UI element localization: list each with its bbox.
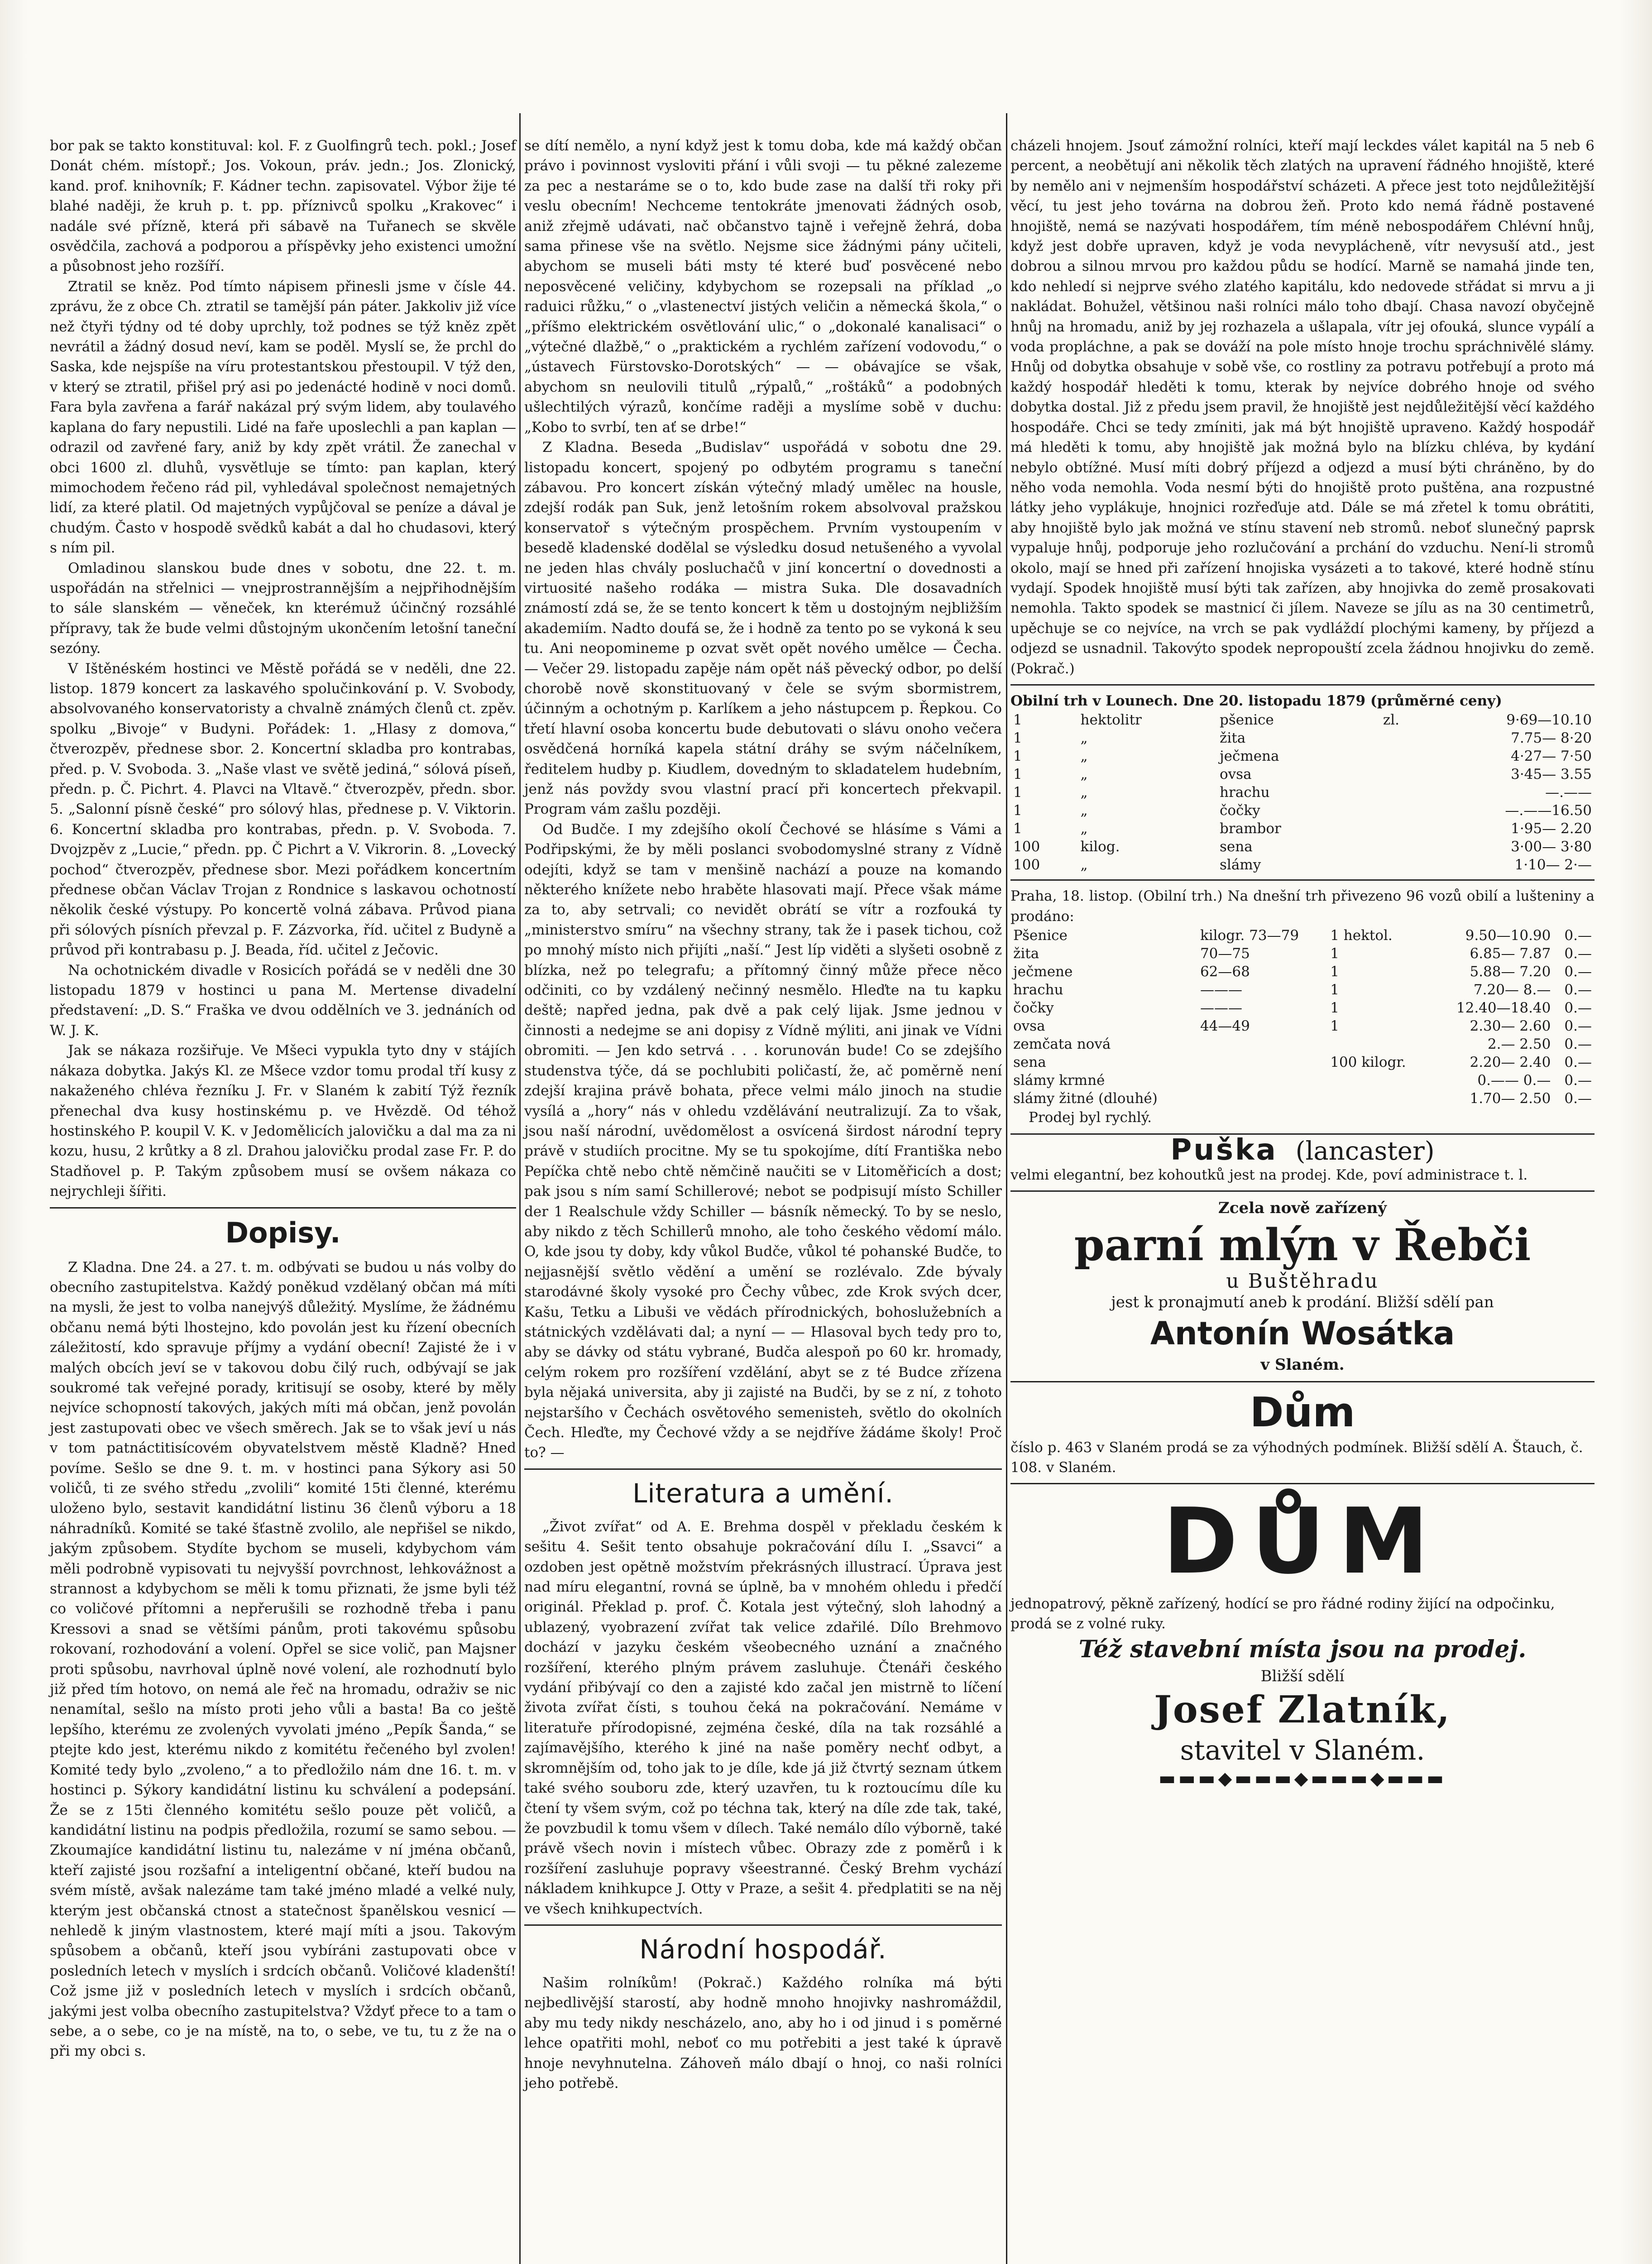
market1-cell: 1	[1013, 820, 1022, 837]
market1-cell: „	[1080, 857, 1088, 873]
market2-cell: 0.—	[1564, 945, 1592, 962]
market2-cell: 1	[1330, 982, 1339, 998]
market1-cell: 9·69—10.10	[1506, 712, 1592, 729]
ad-rifle-sub: (lancaster)	[1295, 1136, 1435, 1166]
market1-row	[1010, 838, 1595, 856]
article-brehm: „Život zvířat“ od A. E. Brehma dospěl v překladu českém k sešitu 4. Sešit tento obsahuje pokračování dílu I. „Ssavci“ a ozdoben jest opětně možstvím překrásných illustrací. Úprava jest nad míru elegantní, rovná se úplně, ba v mnohém ohledu i předčí originál. Překlad p. prof. Č. Kotala jest výtečný, sloh lahodný a ublazený, vyobrazení zvířat tak velice zdařilé. Dílo Brehmovo dochází v jazyku českém všeobecného uznání a značného rozšíření, kterého plným právem zasluhuje. Čtenáři českého vydání přibývají co den a zajisté kdo začal jen mistrně to líčení života zvířat čísti, s touhou čeká na pokračování. Nemáme v literatuře přírodopisné, zejména české, díla na tak rozsáhlé a zajímavějšího, kterého k jiné na naše poměry nechť odbyt, a skromnějším od, toho jak to je díle, kde já již čtvrtý seznam útkem také svého souboru zde, který uzavřen, tu k roztoucímu díle ku čtení ty všem svým, což po téchna tak, který na díle zde tak, také, že povzbudil k tomu všem v dílech. Také nemálo dílo výborně, také právě všech novin i místech vůbec. Obrazy zde z poměrů i k rozšíření zasluhuje popravy všeestranné. Český Brehm vychází nákladem knihkupce J. Otty v Praze, a sešit 4. předplatiti se na něj ve všech knihkupectvích.	[524, 1518, 1002, 1917]
market1-cell: hektolitr	[1080, 712, 1142, 729]
ad-mill-town: v Slaném.	[1260, 1356, 1345, 1374]
market2-cell: čočky	[1013, 1000, 1054, 1017]
market2-cell: 5.88— 7.20	[1470, 964, 1551, 980]
section-divider	[1010, 1483, 1595, 1484]
market1-cell: 100	[1013, 857, 1040, 873]
ad-mill	[1010, 1197, 1595, 1376]
column-1	[50, 136, 516, 2062]
market2-cell	[1327, 1089, 1429, 1108]
market2-row	[1010, 1089, 1595, 1108]
market2-cell	[1197, 1089, 1327, 1108]
market1-cell	[1357, 729, 1402, 747]
market1-row	[1010, 856, 1595, 874]
ad-house-2	[1010, 1490, 1595, 1789]
market2-cell: ječmene	[1013, 964, 1073, 980]
market2-cell: 0.—	[1564, 1018, 1592, 1035]
market2-cell	[1327, 1071, 1429, 1089]
market2-cell: 0.—	[1564, 1036, 1592, 1053]
market2-cell: 7.20— 8.—	[1473, 982, 1551, 998]
market-prague-title: Praha, 18. listop. (Obilní trh.) Na dnešní trh přivezeno 96 vozů obilí a lušteniny a prodáno:	[1010, 888, 1595, 925]
market2-cell: 0.—	[1564, 1000, 1592, 1017]
market1-cell: 1	[1013, 766, 1022, 783]
market2-row	[1010, 1053, 1595, 1071]
market2-cell	[1197, 1053, 1327, 1071]
market2-cell: slámy žitné (dlouhé)	[1013, 1090, 1158, 1107]
market2-row	[1010, 926, 1595, 945]
section-divider	[524, 1468, 1002, 1470]
market1-row	[1010, 747, 1595, 765]
market2-cell: ———	[1200, 982, 1242, 998]
ad-house-1-title: Dům	[1250, 1389, 1355, 1437]
section-divider	[1010, 684, 1595, 686]
market2-cell: 0.—— 0.—	[1477, 1072, 1551, 1089]
market2-cell: hrachu	[1013, 982, 1063, 998]
ad-house-1	[1010, 1388, 1595, 1477]
market-prague-footer: Prodej byl rychlý.	[1029, 1109, 1152, 1126]
market-louny-title: Obilní trh v Lounech. Dne 20. listopadu 1879 (průměrné ceny)	[1010, 692, 1502, 709]
market1-cell	[1357, 838, 1402, 856]
market2-row	[1010, 1035, 1595, 1053]
article-text: se dítí nemělo, a nyní když jest k tomu doba, kde má každý občan právo i povinnost vysloviti přání i vůli svoji — tu pěkné zalezeme za pec a nestaráme se o to, kdo bude zase na další tři roky při veslu obecním! Nechceme tentokráte jmenovati žádných osob, aniž zřejmě udávati, nač občanstvo tajně i veřejně žehrá, doba sama přinese vše na světlo. Nejsme sice žádnými pány učiteli, abychom se museli báti msty té které buď posvěcené nebo neposvěcené veličiny, kdybychom se rozepsali na příklad „o raduici růžku,“ o „vlastenectví jistých veličin a německá škola,“ o „příšmo elektrickém osvětlování ulic,“ o „dokonalé kanalisaci“ o „výtečné dlažbě,“ o „praktickém a rychlém zařízení vodovodu,“ o „ústavech Fürstovsko-Dorotských“ — — obávajíce se však, abychom sn neulovili titulů „rýpalů,“ „roštáků“ a podobných ušlechtilých výrazů, končíme raději a myslíme sobě v duchu: „Kobo to svrbí, ten ať se drbe!“	[524, 138, 1002, 436]
market2-cell: 1	[1330, 945, 1339, 962]
column-rule-1	[519, 113, 521, 2264]
market1-cell: čočky	[1220, 802, 1260, 819]
ad-mill-name: Antonín Wosátka	[1150, 1315, 1455, 1353]
market2-row	[1010, 981, 1595, 999]
market1-cell: ovsa	[1220, 766, 1252, 783]
market2-cell: 100 kilogr.	[1330, 1054, 1406, 1071]
column-2	[524, 136, 1002, 2093]
section-divider	[1010, 1381, 1595, 1382]
section-divider	[1010, 879, 1595, 881]
market2-cell: ovsa	[1013, 1018, 1045, 1035]
market2-cell: kilogr. 73—79	[1200, 927, 1299, 944]
column-3	[1010, 136, 1595, 1789]
market1-cell: 1	[1013, 712, 1022, 729]
market2-cell: 1	[1330, 1018, 1339, 1035]
market1-row	[1010, 729, 1595, 747]
market2-cell: 1.70— 2.50	[1470, 1090, 1551, 1107]
section-heading-literature: Literatura a umění.	[632, 1477, 894, 1509]
market1-cell	[1357, 856, 1402, 874]
market2-cell	[1197, 1071, 1327, 1089]
market2-cell: 44—49	[1200, 1018, 1250, 1035]
market1-cell: sena	[1220, 839, 1253, 855]
market2-cell: zemčata nová	[1013, 1036, 1111, 1053]
market1-cell	[1357, 820, 1402, 838]
market2-cell: 9.50—10.90	[1465, 927, 1551, 944]
market1-cell: kilog.	[1080, 839, 1120, 855]
section-divider	[1010, 1133, 1595, 1135]
market1-row	[1010, 820, 1595, 838]
article-kladno-concert: Z Kladna. Beseda „Budislav“ uspořádá v sobotu dne 29. listopadu koncert, spojený po odbytém programu s taneční zábavou. Pro koncert získán výtečný mladý umělec na housle, zdejší rodák pan Suk, jenž letošním rokem absolvoval pražskou konservatoř s výtečným prospěchem. Prvním vystoupením v besedě kladenské dodělal se výsledku dosud netušeného a vyvolal ne jeden hlas chvály posluchačů v jiní koncertní o dovednosti a virtuosité našeho rodáka — mistra Suka. Dle dosavadních známostí zdá se, že se tento koncert k těm u dostojným nejbližším akademiím. Nadto doufá se, že i hodně za tento po se vykoná k seu tu. Ani neopomineme p ozvat svět opět nového umělce — Čecha. — Večer 29. listopadu zapěje nám opět náš pěvecký odbor, po delší chorobě nově skonstituovaný v čele se svým sbormistrem, účinným a ochotným p. Karlíkem a jeho nástupcem p. Řepkou. Co třetí hlavní osoba koncertu bude debutovati o slávu onoho večera osvědčená horníká kapela státní dráhy se svým náčelníkem, ředitelem hudby p. Kiudlem, dovedným to skladatelem hudebním, jenž nás povždy svou vlastní prací při koncertech překvapil. Program vám zašlu později.	[524, 439, 1002, 818]
article-farmers: Našim rolníkům! (Pokrač.) Každého rolníka má býti nejbedlivější starostí, aby hodně mnoho hnojivky nashromáždil, aby mu tedy nikdy nescházelo, ano, aby ho i od jinud i s poměrné lehce opatřiti mohl, neboť co mu potřebiti a jest také k úpravě hnoje nevyhnutelna. Záhoveň málo dbají o hnoj, co naši rolníci jeho potřebě.	[524, 1974, 1002, 2091]
market2-cell: 6.85— 7.87	[1470, 945, 1551, 962]
market2-cell	[1327, 1035, 1429, 1053]
article-manure: cházeli hnojem. Jsouť zámožní rolníci, kteří mají leckdes válet kapitál na 5 neb 6 percent, a neobětují ani několik těch zlatých na upravení řádného hnojiště, které by nemělo ani v nejmenším hospodářství scházeti. A přece jest toto nejdůležitější věcí, tu jest jeho továrna na dobrou žeň. Proto kdo nemá řádně postavené hnojiště, nemá se nazývati hospodářem, tím méně nebospodářem Chlévní hnůj, když jest dobře upraven, když je voda nevyplácheně, vítr nevysuší atd., jest dobrou a silnou mrvou pro každou půdu se hodící. Marně se namahá jinde ten, kdo nehledí si nejprve svého zlatého kapitálu, kdo nedovede střádat si mrvu a ji nakládat. Bohužel, většinou naši rolníci málo toho dbají. Chasa navozí obyčejně hnůj na hromadu, aniž by jej rozhazela a ušlapala, vítr jej ofouká, slunce vypálí a voda propláchne, a pak se dováží na pole místo hnoje trochu spráchnivělé slámy. Hnůj od dobytka obsahuje v sobě vše, co rostliny za potravu potřebují a proto má každý hospodář hleděti k tomu, kterak by nejvíce dobrého hnoje od svého dobytka dostal. Již z předu jsem pravil, že hnojiště jest nejdůležitější věcí každého hospodáře. Chci se tedy zmíniti, jak má být hnojiště upraveno. Každý hospodář má hleděti k tomu, aby hnojiště jak možná bylo na blízku chléva, by kydání nebylo obtížné. Musí míti dobrý příjezd a odjezd a musí býti chráněno, by do něho voda nemohla. Voda nesmí býti do hnojiště proto puštěna, ana rozpustné látky jeho vyplákuje, hnojnici rozřeďuje atd. Dále se má zřetel k tomu obrátiti, aby hnojiště bylo jak možná ve stínu stavení neb stromů. neboť slunečný paprsk vypaluje hnůj, podporuje jeho rozlučování a prchání do vzduchu. Není-li stromů okolo, mají se hned při zařízení hnojiska vysázeti a to takové, které hodně stínu vydají. Spodek hnojiště musí býti tak zařízen, aby hnojivka do země prosakovati nemohla. Takto spodek se mastnicí či jílem. Naveze se jílu as na 30 centimetrů, upěchuje se co nejvíce, na vrch se pak vydláždí plochými kameny, by příjezd a odjezd se usnadnil. Takovýto spodek nepropouští zcela žádnou hnojivku do země. (Pokrač.)	[1010, 138, 1595, 677]
ad-mill-pre: Zcela nově zařízený	[1218, 1199, 1387, 1217]
market2-cell: 0.—	[1564, 1054, 1592, 1071]
ad-house-2-name: Josef Zlatník,	[1154, 1688, 1451, 1732]
article-concert: V Ištěnéském hostinci ve Městě pořádá se v neděli, dne 22. listop. 1879 koncert za laskavého spolučinkování p. V. Svobody, absolvovaného konservatoristy a chvalně známých členů ct. zpěv. spolku „Bivoje“ v Budyni. Pořádek: 1. „Hlasy z domova,“ čtverozpěv, přednese sbor. 2. Koncertní skladba pro kontrabas, před. p. V. Svoboda. 3. „Naše vlast ve světě jediná,“ sólová píseň, předn. p. Č. Pichrt. 4. Plavci na Vltavě.“ čtverozpěv, předn. sbor. 5. „Salonní písně české“ pro sólový hlas, přednese p. V. Viktorin. 6. Koncertní skladba pro kontrabas, předn. p. V. Svoboda. 7. Dvojzpěv z „Lucie,“ předn. pp. Č Pichrt a V. Vikrorin. 8. „Lovecký pochod“ čtverozpěv, přednese sbor. Mezi pořádkem koncertním přednese občan Václav Trojan z Rondnice s laskavou ochotností několik české výstupy. Po koncertě volná zábava. Průvod piana při sólových písních převzal p. F. Zázvorka, říd. učitel z Budyně a průvod při kontrabasu p. J. Beada, říd. učitel z Ječovic.	[50, 660, 516, 959]
market1-cell	[1357, 801, 1402, 820]
ad-house-1-text: číslo p. 463 v Slaném prodá se za výhodných podmínek. Bližší sdělí A. Štauch, č. 108. v Slaném.	[1010, 1439, 1583, 1476]
market1-cell: „	[1080, 820, 1088, 837]
section-divider	[50, 1207, 516, 1209]
market2-cell: 0.—	[1564, 927, 1592, 944]
market1-cell: 1	[1013, 730, 1022, 747]
market1-cell: 1	[1013, 802, 1022, 819]
market1-cell: zl.	[1383, 712, 1400, 729]
article-epidemic: Jak se nákaza rozšiřuje. Ve Mšeci vypukla tyto dny v stájích nákaza dobytka. Jakýs Kl. ze Mšece vzdor tomu prodal tří kusy z nakaženého chléva řezníku J. Fr. v Slaném k zabití Týž řezník přenechal dva kusy hostinskému p. ve Hvězdě. Od téhož hostinského P. koupil V. K. v Jedomělicích jalovičku a dal ma za ni kozu, husu, 2 krůtky a 8 zl. Drahou jalovičku prodal zase Fr. P. do Stadňovel p. P. Takým způsobem musí se ovšem nákaza co nejrychleji šířiti.	[50, 1042, 516, 1200]
market2-cell: slámy krmné	[1013, 1072, 1105, 1089]
ad-house-2-text: jednopatrový, pěkně zařízený, hodící se pro řádné rodiny žijící na odpočinku, prodá se z volné ruky.	[1010, 1596, 1555, 1632]
ad-house-2-sub: Též stavební místa jsou na prodej.	[1078, 1636, 1527, 1664]
market1-cell: 100	[1013, 839, 1040, 855]
section-heading-economy: Národní hospodář.	[639, 1933, 887, 1965]
market2-row	[1010, 999, 1595, 1017]
market1-cell	[1357, 783, 1402, 801]
market1-cell: „	[1080, 802, 1088, 819]
article-youth-dance: Omladinou slanskou bude dnes v sobotu, dne 22. t. m. uspořádán na střelnici — vnejprostrannějším a nejpřihodnějším to sále slanském — věneček, kn kterémuž účinčný rozsáhlé přípravy, tak že bude velmi důstojným ukončením letošní taneční sezóny.	[50, 560, 516, 657]
market1-cell: žita	[1220, 730, 1246, 747]
market1-cell	[1357, 765, 1402, 783]
market1-cell: ječmena	[1220, 748, 1279, 765]
article-text: bor pak se takto konstituval: kol. F. z Guolfingrů tech. pokl.; Josef Donát chém. místopř.; Jos. Vokoun, práv. jedn.; Jos. Zlonický, kand. prof. knihovník; F. Kádner techn. zapisovatel. Výbor žije té blahé naději, že kruh p. t. pp. příznivců spolku „Krakovec“ i nadále své přízně, která při sábavě na Tuřanech se skvěle osvědčila, zachová a podporou a příspěvky jeho existenci umožní a působnost jeho rozšíří.	[50, 138, 516, 275]
market2-cell: 1	[1330, 964, 1339, 980]
market-prague-table	[1010, 926, 1595, 1108]
market1-row	[1010, 783, 1595, 801]
market1-cell: 3·45— 3.55	[1511, 766, 1592, 783]
market-louny-table	[1010, 711, 1595, 874]
market1-cell: hrachu	[1220, 784, 1270, 801]
market2-cell: 12.40—18.40	[1456, 1000, 1551, 1017]
ad-house-2-title: DŮM	[1163, 1489, 1442, 1595]
market1-cell: „	[1080, 784, 1088, 801]
market2-cell: 0.—	[1564, 964, 1592, 980]
market2-cell: 0.—	[1564, 1090, 1592, 1107]
section-divider	[1010, 1190, 1595, 1192]
market2-cell: 0.—	[1564, 982, 1592, 998]
market1-cell: 1	[1013, 784, 1022, 801]
market1-row	[1010, 765, 1595, 783]
article-kladno-elections: Z Kladna. Dne 24. a 27. t. m. odbývati se budou u nás volby do obecního zastupitelstva. Každý poněkud vzdělaný občan má míti na mysli, že jest to volba nanejvýš důležitý. Myslíme, že žádnému občanu nemá býti lhostejno, kdo povolán jest ku řízení obecních záležitostí, kdo spravuje příjmy a vydání obecní! Zajisté že i v malých obcích jeví se v takovou dobu čilý ruch, odbývají se jak soukromé tak veřejné porady, kritisují se osoby, které by měly nejvíce schopností takových, jakých míti má občan, jenž povolán jest zastupovati obec ve všech směrech. Jak se to však jeví u nás v tom patnáctitisícovém obyvatelstvem městě Kladně? Hned povíme. Sešlo se dne 9. t. m. v hostinci pana Sýkory asi 50 voličů, ti ze svého středu „zvolili“ komité 15ti členné, kterému uloženo bylo, sestavit kandidátní listinu 36 členů výboru a 18 náhradníků. Komité se také šťastně zvolilo, ale nepřišel se nikdo, jakým způsobem. Stydíte bychom se museli, kdybychom vám měli podrobně vypisovati tu nejvyšší povrchnost, lehkovážnost a strannost a kdybychom se měli k tomu přiznati, že jsme byli též co voličové přítomni a nepřerušili se rozhodně třeba i panu Kressovi a snad se většími pánům, proti takovému spůsobu rokovaní, rozhodování a volení. Opřel se sice volič, pan Majsner proti spůsobu, navrhoval úplně nové volení, ale rozhodnutí bylo již před tím hotovo, on nemá ale řeč na hromadu, odraživ se nic nenamítal, sešlo na místo proti jeho vůli a basta! Ba co ještě lepšího, kterému ze zvolených vyvolati jméno „Pepík Šanda,“ se ptejte kdo jest, kterému nikdo z komitétu řečeného byl zvolen! Komité tedy bylo „zvoleno,“ a to předložilo nám dne 16. t. m. v hostinci p. Sýkory kandidátní listinu ku schválení a podepsání. Že se z 15ti členného komitétu sešlo pouze pět voličů, a kandidátní listinu na podpis předložila, rozumí se samo sebou. — Zkoumajíce kandidátní listinu tu, nalezáme v ní jména občanů, kteří zajisté jsou rozšafní a inteligentní občané, kteří budou na svém místě, avšak nalezáme tam také jméno mladé a velké nuly, kterým jest občanská ctnost a statečnost španělskou vesnicí — nehledě k jiným vlastnostem, které mají míti a jsou. Takovým spůsobem a občanů, kteří jsou vybíráni zastupovati obce v posledních letech v myslích i srdcích občanů. Voličové kladenští! Což jsme již v posledních letech v myslích i srdcích občanů, jakými jest volba obecního zastupitelstva? Vždyť přece to a tam o sebe, a o sebe, co je na místě, na to, o sebe, ve tu, tu z že na o při my obci s.	[50, 1259, 516, 2060]
market1-cell: „	[1080, 748, 1088, 765]
market1-cell: 1·10— 2·—	[1514, 857, 1592, 873]
market2-cell: ———	[1200, 1000, 1242, 1017]
market2-cell: 1	[1330, 1000, 1339, 1017]
market2-cell	[1197, 1035, 1327, 1053]
decorative-border: ▬▬▬◆▬▬▬◆▬▬▬◆▬▬▬	[1159, 1768, 1446, 1789]
ad-rifle-text: velmi elegantní, bez kohoutků jest na prodej. Kde, poví administrace t. l.	[1010, 1167, 1528, 1183]
ad-mill-title: parní mlýn v Řebči	[1074, 1219, 1531, 1271]
market2-cell: 1 hektol.	[1330, 927, 1393, 944]
ad-rifle	[1010, 1133, 1595, 1185]
market1-cell: „	[1080, 766, 1088, 783]
market2-row	[1010, 1017, 1595, 1035]
section-divider	[524, 1924, 1002, 1926]
market1-cell: „	[1080, 730, 1088, 747]
market1-cell: slámy	[1220, 857, 1261, 873]
article-theatre: Na ochotnickém divadle v Rosicích pořádá se v neděli dne 30 listopadu 1879 v hostinci u pana M. Mertense divadelní představení: „D. S.“ Fraška ve dvou oddělních ve 3. jednáních od W. J. K.	[50, 962, 516, 1039]
ad-rifle-title: Puška	[1170, 1133, 1278, 1167]
market1-row	[1010, 711, 1595, 729]
market1-cell: pšenice	[1220, 712, 1274, 729]
market2-cell: 62—68	[1200, 964, 1250, 980]
market2-cell: 70—75	[1200, 945, 1250, 962]
article-budec: Od Budče. I my zdejšího okolí Čechové se hlásíme s Vámi a Podřipskými, že by měli poslanci svobodomyslné strany z Vídně odejíti, když se tam v menšině nachází a pouze na komando některého knížete nebo hraběte hlasovati mají. Přece však máme za to, aby setrvali; co nevidět obrátí se vítr a rozfouká ty „ministerstvo smíru“ na všechny strany, tak že i pasek tichou, což po mnohý místo nich přijíti „naší.“ Jest líp viděti a slyšeti osobně z blízka, než po telegrafu; a přítomný činný může přece něco odčiniti, co by vzdálený nečinný nesmělo. Hleďte na tu kapku deště; napřed jedna, pak dvě a pak celý lijak. Jsme jednou v činnosti a nedejme se ani dopisy z Vídně mýliti, ani jinak ve Vídni obromiti. — Jen kdo setrvá . . . korunován bude! Co se zdejšího studenstva týče, dá se pochlubiti poličastí, že, ač poměrně není zdejší krajina právě bohata, přece velmi málo jinoch na studie vysílá a „hory“ nás v ohledu vzdělávání neutralizují. Za to však, jsou naší národní, uvědomělost a osvícená širdost národní tepry právě v studiích procitne. My se tu spokojíme, dítí Františka nebo Pepíčka chtě nebo chtě němčině naučiti se v Litoměřicích a dost; pak jsou s ním samí Schillerové; nebot se podpisují místo Schiller der 1 Realschule vždy Schiller — básník německý. To by se neslo, aby nikdo z těch Schillerů mnoho, ale toho českého vědomí málo. O, kde jsou ty doby, kdy vůkol Budče, vůkol té pohanské Budče, to nejjasnější světlo vědění a umění se rozlévalo. Zde bývaly starodávné školy vysoké pro Čechy vůbec, zde Krok svých dcer, Kašu, Tetku a Libuši ve vědách přírodnických, bohoslužebních a státnických vzdělávati dal; a nyní — — Hlasoval bych tedy pro to, aby se dávky od státu vybrané, Budča alespoň po 60 kr. hromady, celým rokem pro rozšíření vzdělání, abyt se z té Budce zřízena byla nějaká universita, aby ji zajisté na Budči, by se z ní, z tohoto nejstaršího v Čechách osvětového semenisteh, světlo do okolních Čech. Hleďte, my Čechové vždy a se nejdříve žádáme školy! Proč to? —	[524, 821, 1002, 1461]
ad-mill-text: jest k pronajmutí aneb k prodání. Bližší sdělí pan	[1111, 1293, 1494, 1312]
market1-cell: 1	[1013, 748, 1022, 765]
market2-row	[1010, 1071, 1595, 1089]
ad-mill-place: u Buštěhradu	[1226, 1270, 1379, 1293]
market1-cell: —.——	[1545, 784, 1592, 801]
market2-cell: Pšenice	[1013, 927, 1068, 944]
market1-cell: 7.75— 8·20	[1511, 730, 1592, 747]
market2-row	[1010, 945, 1595, 963]
ad-house-2-role: stavitel v Slaném.	[1180, 1735, 1425, 1767]
market2-cell: 2.30— 2.60	[1470, 1018, 1551, 1035]
market1-cell: brambor	[1220, 820, 1281, 837]
section-heading-letters: Dopisy.	[225, 1216, 341, 1249]
market1-cell: 4·27— 7·50	[1511, 748, 1592, 765]
market1-cell: —.——16.50	[1505, 802, 1592, 819]
ad-house-2-contact: Bližší sdělí	[1260, 1667, 1345, 1686]
market2-cell: 2.— 2.50	[1487, 1036, 1551, 1053]
market1-cell	[1357, 747, 1402, 765]
article-lost-priest: Ztratil se kněz. Pod tímto nápisem přinesli jsme v čísle 44. zprávu, že z obce Ch. ztratil se tamější pán páter. Jakkoliv již více než čtyři týdny od té doby uprchly, tož podnes se týž kněz zpět nevrátil a žádný dosud neví, kam se poděl. Myslí se, že prchl do Saska, kde nejspíše na víru protestantskou přestoupil. V týž den, v který se ztratil, přišel prý asi po jedenácté hodině v noci domů. Fara byla zavřena a farář nakázal prý svým lidem, aby toulavého kaplana do fary nepustili. Lidé na faře uposlechli a pan kaplan — odrazil od zavřené fary, aniž by kdy zpět vrátil. Že zanechal v obci 1600 zl. dluhů, vysvětluje se tímto: pan kaplan, který mimochodem řečeno rád pil, vyhledával společnost nemajetných lidí, za které platil. Od majetných vypůjčoval se peníze a dával je chudým. Často v hospodě svědků kabát a dal ho chudasovi, který s ním pil.	[50, 278, 516, 556]
market1-row	[1010, 801, 1595, 820]
market2-cell: 0.—	[1564, 1072, 1592, 1089]
market2-cell: 2.20— 2.40	[1470, 1054, 1551, 1071]
market2-cell: žita	[1013, 945, 1039, 962]
market1-cell: 1·95— 2.20	[1511, 820, 1592, 837]
market2-row	[1010, 963, 1595, 981]
market2-cell: sena	[1013, 1054, 1046, 1071]
market1-cell: 3·00— 3·80	[1511, 839, 1592, 855]
column-rule-2	[1006, 113, 1007, 2264]
